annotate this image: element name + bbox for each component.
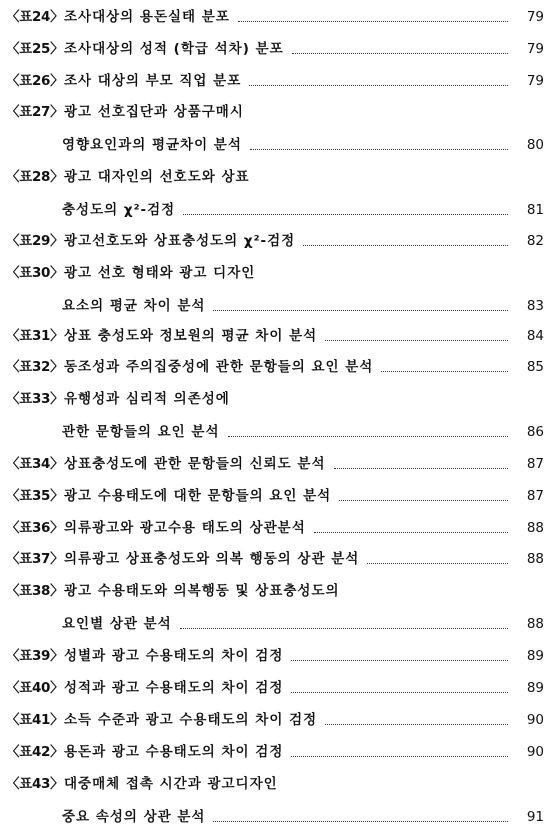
toc-entry-line (6, 390, 230, 408)
page-number: 83 (526, 298, 544, 314)
table-title: 관한 문항들의 요인 분석 (62, 424, 220, 440)
toc-entry-line (6, 582, 340, 600)
table-title: 요소의 평균 차이 분석 (62, 298, 206, 314)
toc-entry-line (6, 550, 544, 568)
dot-leader (213, 309, 508, 311)
table-title: 요인별 상관 분석 (62, 616, 172, 632)
toc-entry-line (62, 136, 544, 154)
toc-entry-line (62, 297, 544, 315)
toc-entry-line (62, 423, 544, 441)
toc-entry-line (6, 358, 544, 376)
table-title: 조사대상의 성적 (학급 석차) 분포 (64, 41, 284, 57)
table-number: 〈표30〉 (6, 265, 64, 281)
table-number: 〈표42〉 (6, 744, 64, 760)
table-title: 의류광고와 광고수용 태도의 상관분석 (64, 520, 306, 536)
dot-leader (238, 20, 508, 22)
table-title: 중요 속성의 상관 분석 (62, 809, 206, 825)
page-number: 86 (526, 424, 544, 440)
dot-leader (314, 531, 508, 533)
table-number: 〈표29〉 (6, 233, 64, 249)
page-number: 88 (526, 520, 544, 536)
table-title: 용돈과 광고 수용태도의 차이 검정 (64, 744, 284, 760)
page-number: 90 (526, 712, 544, 728)
toc-entry-line (6, 679, 544, 697)
table-number: 〈표28〉 (6, 169, 64, 185)
page-number: 88 (526, 616, 544, 632)
page-number: 79 (526, 73, 544, 89)
table-number: 〈표36〉 (6, 520, 64, 536)
page-number: 87 (526, 488, 544, 504)
toc-entry-line (6, 455, 544, 473)
table-title: 광고 선호 형태와 광고 디자인 (64, 265, 256, 281)
dot-leader (381, 370, 508, 372)
page-number: 91 (526, 809, 544, 825)
toc-entry-line (6, 232, 544, 250)
toc-entry-line (6, 519, 544, 537)
page-number: 81 (526, 202, 544, 218)
toc-entry-line (6, 775, 278, 793)
dot-leader (334, 467, 509, 469)
table-number: 〈표39〉 (6, 648, 64, 664)
table-title: 광고 선호집단과 상품구매시 (64, 104, 244, 120)
toc-entry-line (6, 40, 544, 58)
table-title: 광고 수용태도와 의복행동 및 상표충성도의 (64, 583, 340, 599)
table-title: 상표충성도에 관한 문항들의 신뢰도 분석 (64, 456, 326, 472)
toc-entry-line (62, 201, 544, 219)
dot-leader (180, 627, 508, 629)
page-number: 89 (526, 680, 544, 696)
toc-entry-line (6, 743, 544, 761)
table-number: 〈표32〉 (6, 359, 64, 375)
toc-entry-line (6, 103, 244, 121)
dot-leader (213, 820, 508, 822)
dot-leader (339, 499, 508, 501)
dot-leader (303, 244, 508, 246)
page-number: 89 (526, 648, 544, 664)
page-number: 80 (526, 137, 544, 153)
dot-leader (292, 52, 508, 54)
toc-entry-line (6, 711, 544, 729)
table-number: 〈표24〉 (6, 9, 64, 25)
toc-entry-line (6, 72, 544, 90)
table-title: 상표 충성도와 정보원의 평균 차이 분석 (64, 328, 318, 344)
table-title: 성별과 광고 수용태도의 차이 검정 (64, 648, 284, 664)
table-number: 〈표33〉 (6, 391, 64, 407)
table-title: 대중매체 접촉 시간과 광고디자인 (64, 776, 278, 792)
table-number: 〈표34〉 (6, 456, 64, 472)
table-number: 〈표26〉 (6, 73, 64, 89)
table-title: 광고선호도와 상표충성도의 χ²-검정 (64, 233, 296, 249)
table-number: 〈표25〉 (6, 41, 64, 57)
table-number: 〈표27〉 (6, 104, 64, 120)
page-number: 87 (526, 456, 544, 472)
table-title: 충성도의 χ²-검정 (62, 202, 176, 218)
toc-entry-line (62, 615, 544, 633)
table-number: 〈표43〉 (6, 776, 64, 792)
page-number: 88 (526, 551, 544, 567)
toc-entry-line (6, 264, 255, 282)
dot-leader (291, 659, 508, 661)
dot-leader (228, 435, 508, 437)
dot-leader (325, 339, 508, 341)
table-title: 영향요인과의 평균차이 분석 (62, 137, 242, 153)
toc-entry-line (6, 647, 544, 665)
dot-leader (291, 755, 508, 757)
table-number: 〈표31〉 (6, 328, 64, 344)
table-title: 조사대상의 용돈실태 분포 (64, 9, 230, 25)
dot-leader (367, 562, 508, 564)
table-title: 광고 수용태도에 대한 문항들의 요인 분석 (64, 488, 332, 504)
toc-entry-line (6, 168, 250, 186)
dot-leader (183, 213, 508, 215)
dot-leader (249, 84, 508, 86)
table-title: 광고 대자인의 선호도와 상표 (64, 169, 250, 185)
dot-leader (250, 148, 508, 150)
table-title: 의류광고 상표충성도와 의복 행동의 상관 분석 (64, 551, 360, 567)
toc-entry-line (6, 8, 544, 26)
dot-leader (325, 723, 508, 725)
page-number: 79 (526, 9, 544, 25)
toc-entry-line (6, 327, 544, 345)
table-number: 〈표38〉 (6, 583, 64, 599)
page-number: 85 (526, 359, 544, 375)
table-title: 동조성과 주의집중성에 관한 문항들의 요인 분석 (64, 359, 374, 375)
table-number: 〈표40〉 (6, 680, 64, 696)
table-number: 〈표37〉 (6, 551, 64, 567)
table-title: 조사 대상의 부모 직업 분포 (64, 73, 242, 89)
table-number: 〈표41〉 (6, 712, 64, 728)
dot-leader (291, 691, 508, 693)
page-number: 79 (526, 41, 544, 57)
table-title: 소득 수준과 광고 수용태도의 차이 검정 (64, 712, 318, 728)
toc-entry-line (62, 808, 544, 826)
table-title: 성적과 광고 수용태도의 차이 검정 (64, 680, 284, 696)
toc-entry-line (6, 487, 544, 505)
table-number: 〈표35〉 (6, 488, 64, 504)
page-number: 84 (526, 328, 544, 344)
page-number: 90 (526, 744, 544, 760)
table-title: 유행성과 심리적 의존성에 (64, 391, 230, 407)
page-number: 82 (526, 233, 544, 249)
